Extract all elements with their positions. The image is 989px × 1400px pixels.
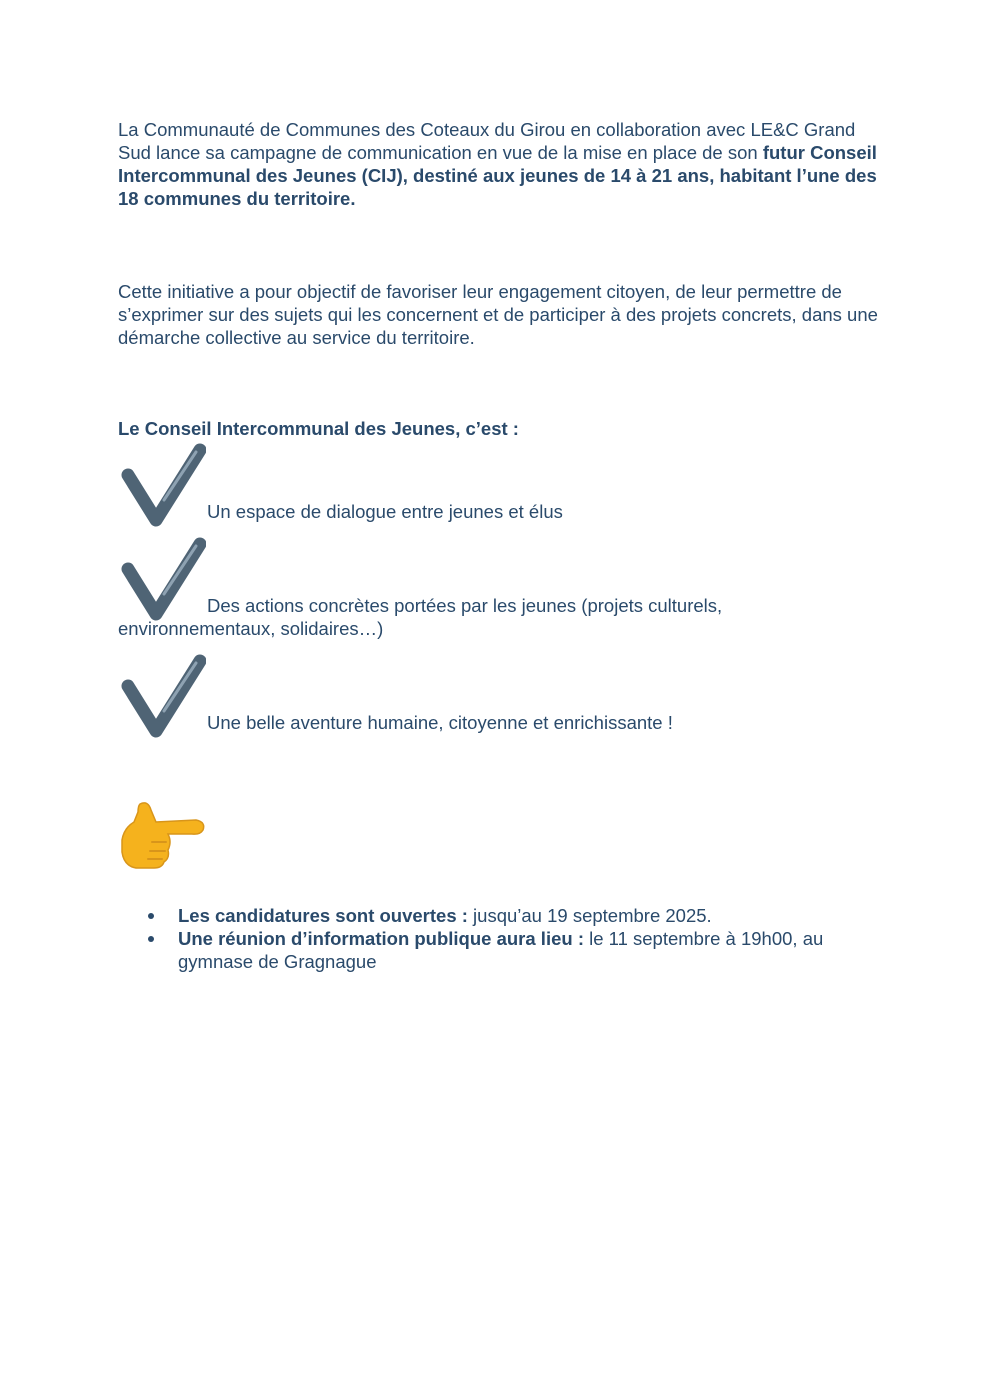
bullet-bold-text: Une réunion d’information publique aura lieu : [178, 928, 584, 949]
bullet-bold-text: Les candidatures sont ouvertes : [178, 905, 468, 926]
bullet-text: jusqu’au 19 septembre 2025. [467, 905, 712, 926]
check-mark-icon [118, 442, 206, 528]
checklist-item [118, 442, 878, 523]
check-mark-icon [118, 653, 206, 739]
check-mark-icon [118, 536, 206, 622]
checklist-item [118, 653, 878, 734]
pointing-right-hand-icon [118, 798, 206, 870]
bullet-text: le 11 septembre à 19h00, au gymnase de Gragnague [178, 928, 824, 972]
intro-plain-text: La Communauté de Communes des Coteaux du Girou en collaboration avec LE&C Grand Sud lance sa campagne de communication en vue de la mise en place de son [118, 119, 856, 163]
intro-bold-text: futur Conseil Intercommunal des Jeunes (CIJ), destiné aux jeunes de 14 à 21 ans, habitant l’une des 18 communes du territoire. [118, 142, 877, 209]
checklist-item [118, 536, 878, 640]
section-heading: Le Conseil Intercommunal des Jeunes, c’est : [118, 418, 519, 439]
info-bullet-list [178, 904, 868, 973]
objective-paragraph: Cette initiative a pour objectif de favoriser leur engagement citoyen, de leur permettre de s’exprimer sur des sujets qui les concernent et de participer à des projets concrets, dans une démarche collective au service du territoire. [118, 281, 878, 348]
list-item [178, 904, 868, 927]
checklist-item-text: Des actions concrètes portées par les jeunes (projets culturels, environnementaux, solidaires…) [118, 595, 723, 639]
intro-paragraph [118, 118, 878, 210]
checklist-item-text: Un espace de dialogue entre jeunes et élus [207, 501, 563, 522]
list-item [178, 927, 868, 973]
checklist-item-text: Une belle aventure humaine, citoyenne et enrichissante ! [207, 712, 673, 733]
